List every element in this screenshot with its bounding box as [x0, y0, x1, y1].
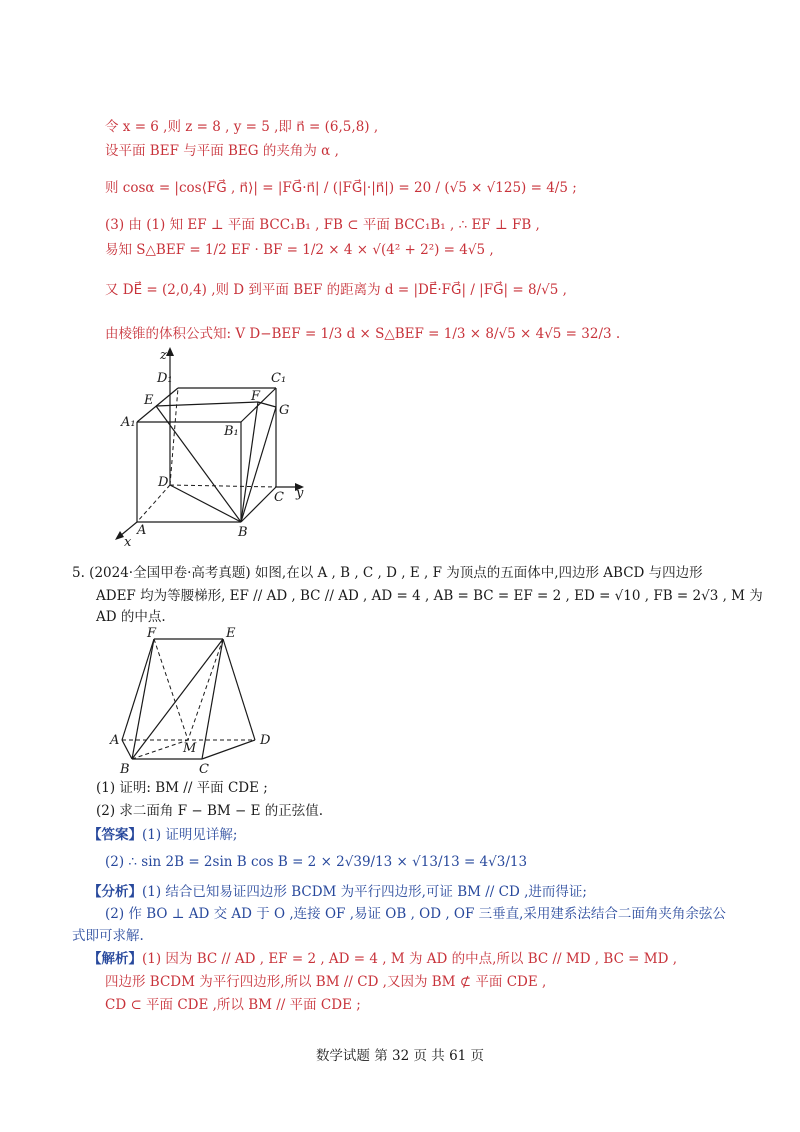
pentahedron-figure	[110, 625, 280, 780]
answer-part-1: (1) 证明见详解;	[142, 827, 238, 843]
point-C-label: C	[274, 490, 284, 505]
point-A-label: A	[137, 523, 147, 538]
point-F-label: F	[251, 389, 261, 404]
axis-z-label: z	[160, 348, 167, 363]
solution-line-4: (3) 由 (1) 知 EF ⊥ 平面 BCC₁B₁ , FB ⊂ 平面 BCC₁B₁ , ∴ EF ⊥ FB ,	[105, 217, 540, 233]
point-D-label: D	[260, 733, 271, 748]
problem5-line-2: ADEF 均为等腰梯形, EF // AD , BC // AD , AD = 4 , AB = BC = EF = 2 , ED = √10 , FB = 2√3 , M 为	[96, 588, 763, 604]
solution-line-7: 由棱锥的体积公式知: V D−BEF = 1/3 d × S△BEF = 1/3 × 8/√5 × 4√5 = 32/3 .	[105, 326, 621, 342]
problem5-line-3: AD 的中点.	[96, 609, 166, 625]
page-footer: 数学试题 第 32 页 共 61 页	[315, 1048, 485, 1064]
question-2: (2) 求二面角 F − BM − E 的正弦值.	[96, 803, 324, 819]
answer-tag: 【答案】	[88, 827, 142, 843]
analysis-line-1	[88, 883, 587, 901]
point-D1-label: D₁	[157, 371, 173, 386]
cube-figure	[110, 345, 320, 550]
point-G-label: G	[279, 403, 290, 418]
point-A-label: A	[110, 733, 120, 748]
axis-x-label: x	[124, 535, 132, 550]
solution-line-6: 又 DE⃗ = (2,0,4) ,则 D 到平面 BEF 的距离为 d = |DE⃗·FG⃗| / |FG⃗| = 8/√5 ,	[105, 282, 567, 298]
point-A1-label: A₁	[121, 415, 136, 430]
solution-line-2: 设平面 BEF 与平面 BEG 的夹角为 α ,	[105, 143, 339, 159]
question-1: (1) 证明: BM // 平面 CDE ;	[96, 780, 268, 796]
analysis-line-3: 式即可求解.	[72, 928, 144, 944]
point-E-label: E	[226, 626, 236, 641]
answer-line-2: (2) ∴ sin 2B = 2sin B cos B = 2 × 2√39/13 × √13/13 = 4√3/13	[105, 854, 528, 870]
point-C-label: C	[199, 762, 209, 777]
explanation-text-1: (1) 因为 BC // AD , EF = 2 , AD = 4 , M 为 AD 的中点,所以 BC // MD , BC = MD ,	[142, 951, 678, 967]
problem5-line-1: 5. (2024·全国甲卷·高考真题) 如图,在以 A , B , C , D , E , F 为顶点的五面体中,四边形 ABCD 与四边形	[72, 565, 703, 581]
point-M-label: M	[183, 741, 197, 756]
solution-line-3: 则 cosα = |cos⟨FG⃗ , n⃗⟩| = |FG⃗·n⃗| / (|FG⃗|·|n⃗|) = 20 / (√5 × √125) = 4/5 ;	[105, 180, 577, 196]
point-E-label: E	[144, 393, 154, 408]
explanation-line-2: 四边形 BCDM 为平行四边形,所以 BM // CD ,又因为 BM ⊄ 平面 CDE ,	[105, 974, 547, 990]
explanation-line-1	[88, 950, 677, 968]
analysis-text-1: (1) 结合已知易证四边形 BCDM 为平行四边形,可证 BM // CD ,进而得证;	[142, 884, 587, 900]
point-F-label: F	[147, 626, 157, 641]
point-C1-label: C₁	[271, 371, 287, 386]
analysis-line-2: (2) 作 BO ⊥ AD 交 AD 于 O ,连接 OF ,易证 OB , OD , OF 三垂直,采用建系法结合二面角夹角余弦公	[105, 906, 726, 922]
analysis-tag: 【分析】	[88, 884, 142, 900]
explanation-tag: 【解析】	[88, 951, 142, 967]
answer-line-1	[88, 826, 237, 844]
point-B-label: B	[120, 762, 130, 777]
point-D-label: D	[158, 475, 169, 490]
explanation-line-3: CD ⊂ 平面 CDE ,所以 BM // 平面 CDE ;	[105, 997, 361, 1013]
point-B-label: B	[238, 525, 248, 540]
solution-line-1: 令 x = 6 ,则 z = 8 , y = 5 ,即 n⃗ = (6,5,8) ,	[105, 119, 379, 135]
axis-y-label: y	[296, 486, 304, 501]
solution-line-5: 易知 S△BEF = 1/2 EF · BF = 1/2 × 4 × √(4² + 2²) = 4√5 ,	[105, 242, 494, 258]
point-B1-label: B₁	[224, 424, 239, 439]
